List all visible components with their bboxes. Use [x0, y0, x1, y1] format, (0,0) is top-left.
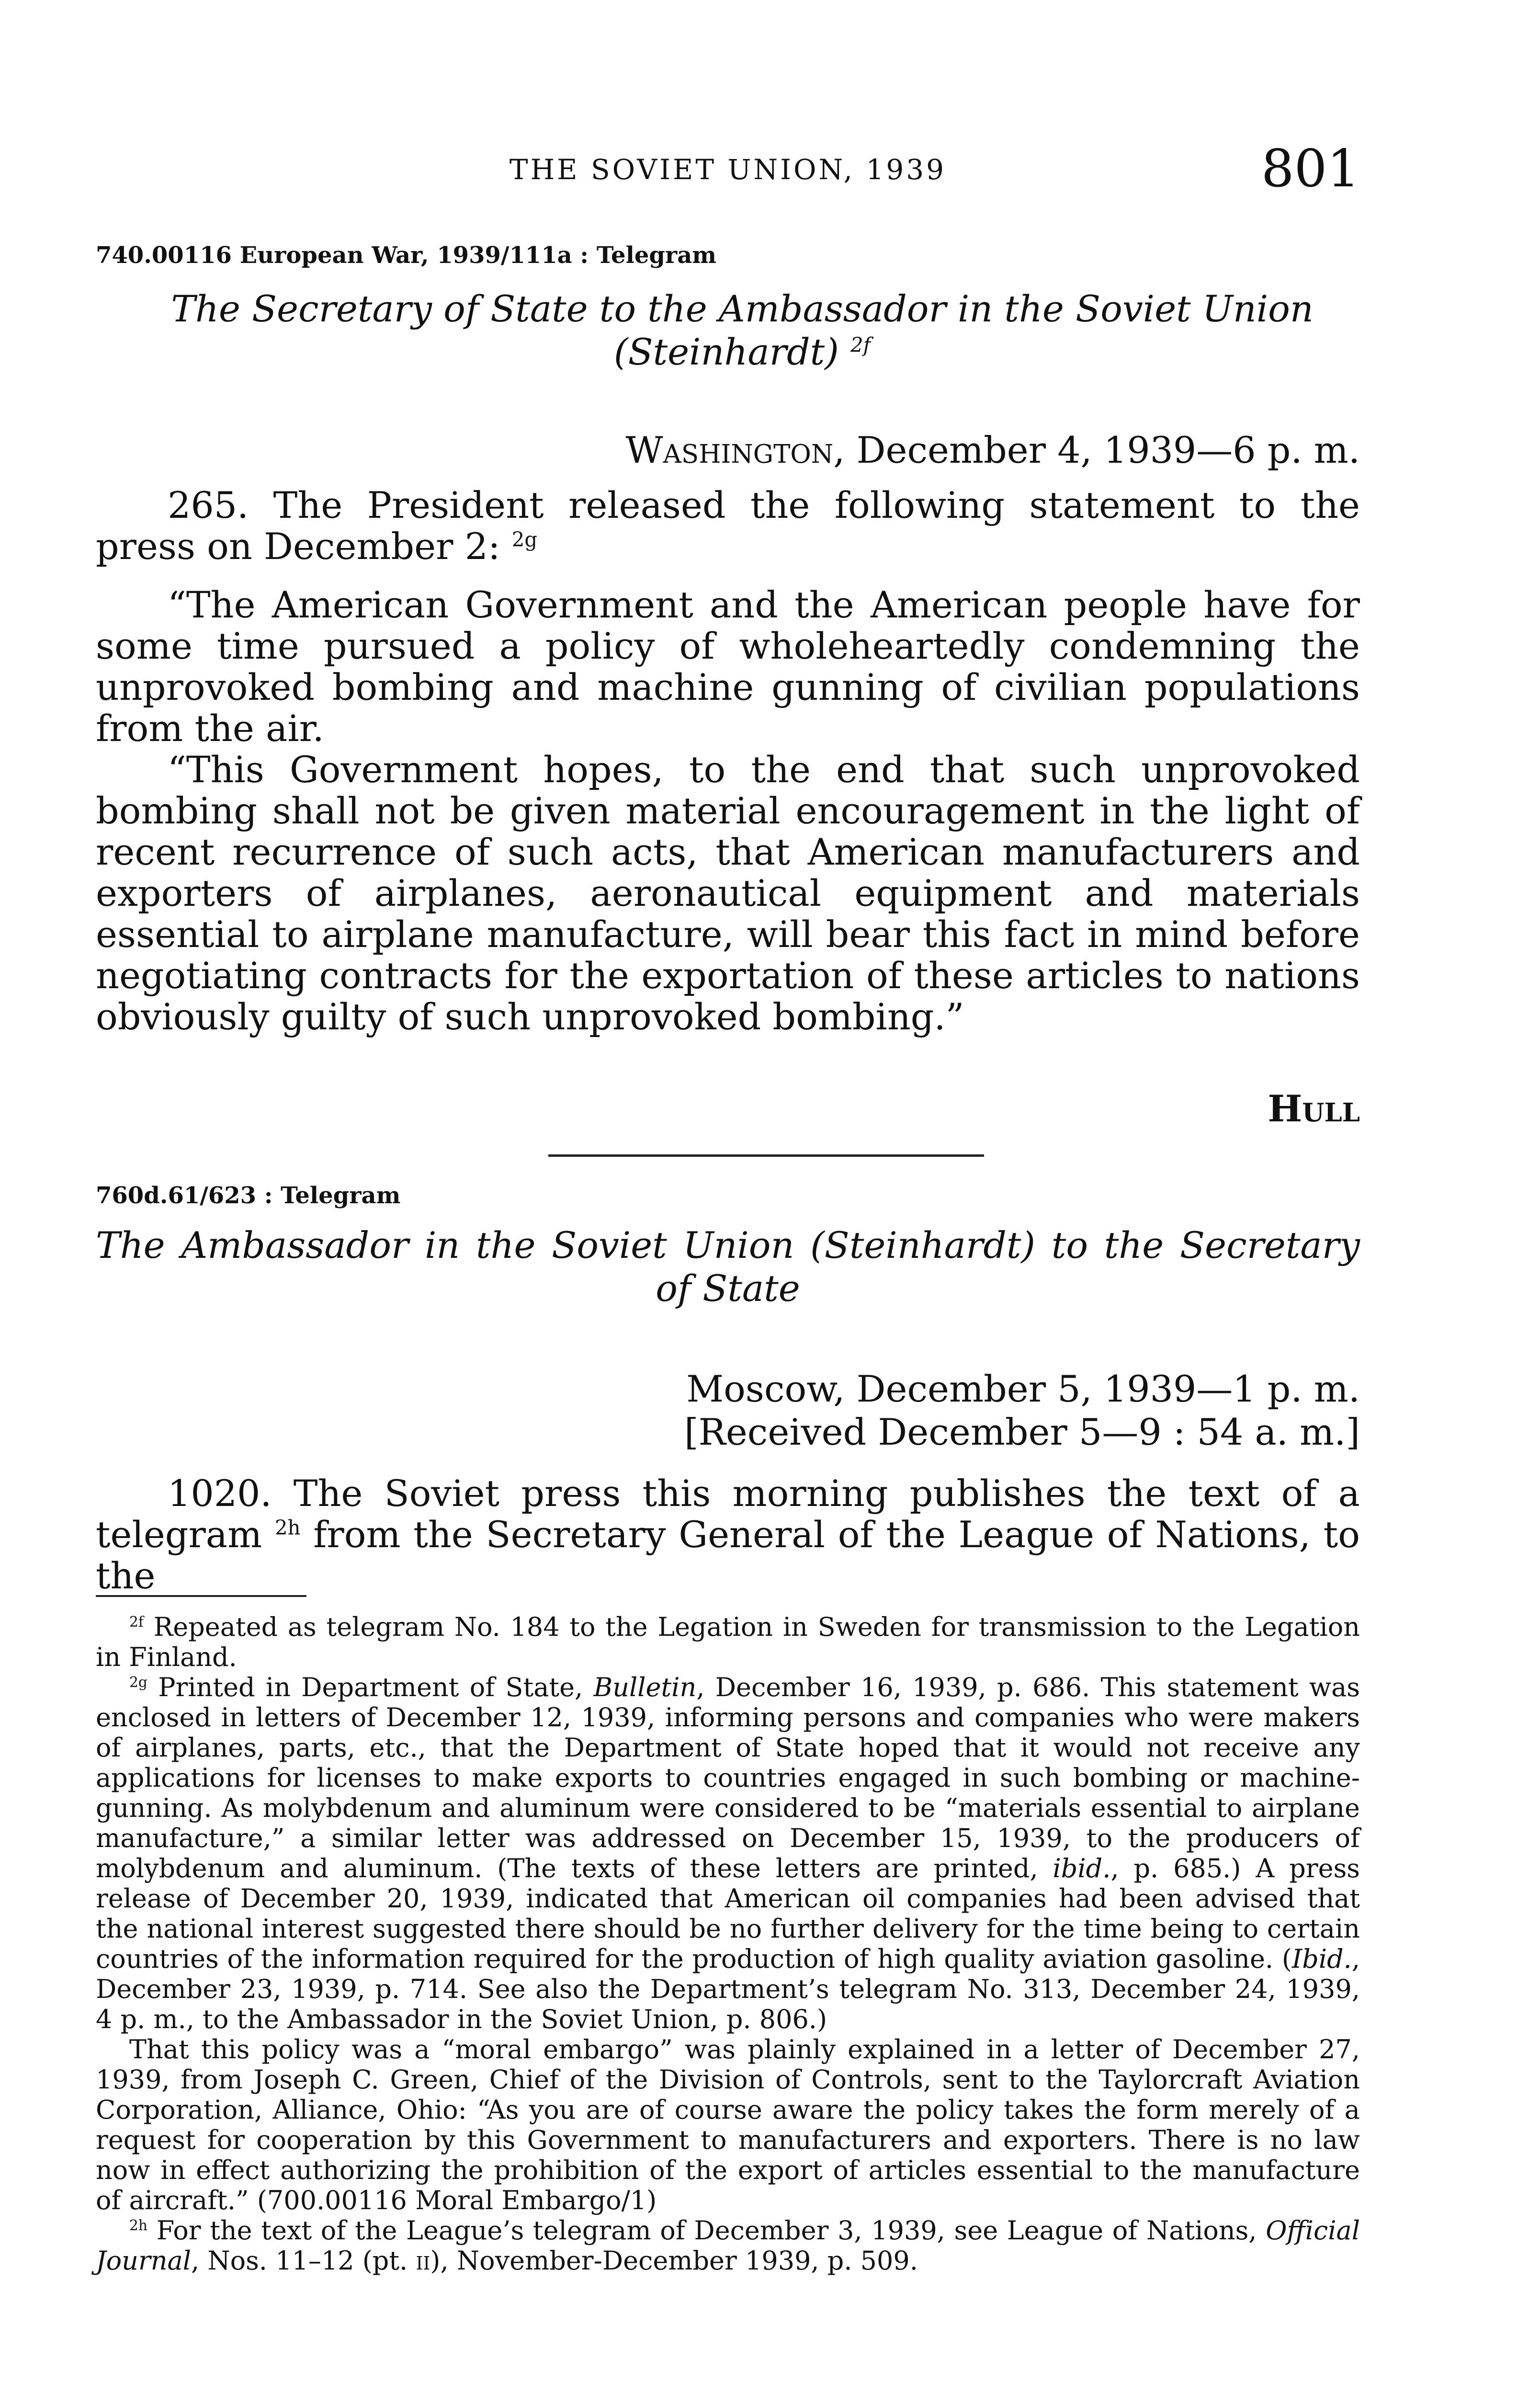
footnote-italic: Ibid. — [1291, 1944, 1352, 1974]
page-header — [96, 139, 1360, 206]
footnote-mark: 2h — [129, 2217, 148, 2234]
footnote — [96, 1672, 1360, 2034]
footnote-continuation: That this policy was a “moral embargo” was plainly explained in a letter of December 27, 1939, from Joseph C. Green, Chief of the Division of Controls, sent to the Taylorcraft Aviation Corporation, Alliance, Ohio: “As you are of course aware the policy takes the form merely of a request for cooperation by this Government to manufacturers and exporters. There is no law now in effect authorizing the prohibition of the export of articles essential to the manufacture of aircraft.” (700.00116 Moral Embargo/1) — [96, 2034, 1360, 2215]
received-line: [Received December 5—9 : 54 a. m.] — [684, 1411, 1360, 1453]
page-number: 801 — [1261, 139, 1360, 199]
footnote-ref: 2g — [511, 527, 538, 551]
footnote-text: , p. 685.) A press release of December 20, 1939, indicated that American oil companies had been advised that the national interest suggested there should be no further delivery for the time being to certain countries of the information required for the production of high quality aviation gasoline. ( — [96, 1853, 1360, 1974]
footnote-italic: ibid. — [1053, 1853, 1111, 1883]
footnote-text: , December 23, 1939, p. 714. See also the Department’s telegram No. 313, December 24, 1939, 4 p. m., to the Ambassador in the Soviet Union, p. 806.) — [96, 1944, 1360, 2034]
heading-text: (Steinhardt) — [613, 331, 839, 373]
paragraph-text: from the Secretary General of the League of Nations, to the — [96, 1513, 1360, 1597]
quote-paragraph: “The American Government and the American people have for some time pursued a policy of wholeheartedly condemning the unprovoked bombing and machine gunning of civilian populations from the air. — [96, 583, 1360, 750]
footnote-ref: 2f — [850, 333, 871, 357]
footnote-text: , December 16, 1939, p. 686. This statement was enclosed in letters of December 12, 1939, informing persons and companies who were makers of airplanes, parts, etc., that the Department of State hoped that it would not receive any applications for licenses to make exports to countries engaged in such bombing or machine-gunning. As molybdenum and aluminum were considered to be “materials essential to airplane manufacture,” a similar letter was addressed on December 15, 1939, to the producers of molybdenum and aluminum. (The texts of these letters are printed, — [96, 1672, 1360, 1883]
footnote-text: , Nos. 11–12 (pt. — [191, 2246, 416, 2276]
footnote-ref: 2h — [274, 1516, 301, 1540]
heading-line: The Secretary of State to the Ambassador in the Soviet Union — [171, 287, 1314, 330]
footnote-text: Repeated as telegram No. 184 to the Legation in Sweden for transmission to the Legation in Finland. — [96, 1612, 1360, 1672]
footnotes — [96, 1612, 1360, 2276]
file-reference-1: 740.00116 European War, 1939/111a : Telegram — [96, 242, 717, 269]
body-paragraph — [96, 485, 1360, 567]
telegram-body-1 — [96, 485, 1360, 1038]
heading-line — [125, 331, 1360, 374]
footnote-text: Printed in Department of State, — [158, 1672, 594, 1702]
body-paragraph — [96, 1473, 1360, 1597]
footnote-text: For the text of the League’s telegram of December 3, 1939, see League of Nations, — [156, 2215, 1266, 2246]
dateline-1 — [626, 429, 1360, 472]
footnote-mark: 2g — [129, 1674, 147, 1691]
footnote-italic: Official Journal — [96, 2215, 1360, 2276]
telegram-body-2 — [96, 1473, 1360, 1597]
telegram-heading-1 — [125, 287, 1360, 374]
heading-line: of State — [656, 1267, 800, 1310]
telegram-number: 1020. — [168, 1472, 272, 1515]
footnote-italic: Bulletin — [593, 1672, 697, 1702]
footnote-rule — [96, 1595, 306, 1597]
footnote-smallcaps: ii — [416, 2246, 430, 2276]
footnote — [96, 2215, 1360, 2276]
signature: Hull — [1268, 1087, 1360, 1130]
running-title: THE SOVIET UNION, 1939 — [509, 153, 947, 186]
dateline-date: , December 4, 1939—6 p. m. — [833, 429, 1360, 471]
section-separator — [548, 1154, 984, 1157]
footnote — [96, 1612, 1360, 1672]
footnote-text: ), November-December 1939, p. 509. — [430, 2246, 918, 2276]
telegram-number: 265. — [168, 484, 249, 526]
paragraph-text: The President released the following statement to the press on December 2: — [96, 484, 1360, 568]
dateline-2: Moscow, December 5, 1939—1 p. m. — [686, 1368, 1360, 1410]
dateline-place: Washington — [625, 429, 834, 471]
footnote-mark: 2f — [129, 1614, 144, 1631]
paragraph-text: The Soviet press this morning publishes the text of a telegram — [96, 1472, 1360, 1556]
file-reference-2: 760d.61/623 : Telegram — [96, 1182, 401, 1209]
telegram-heading-2 — [96, 1224, 1360, 1310]
quote-paragraph: “This Government hopes, to the end that such unprovoked bombing shall not be given material encouragement in the light of recent recurrence of such acts, that American manufacturers and exporters of airplanes, aeronautical equipment and materials essential to airplane manufacture, will bear this fact in mind before negotiating contracts for the exportation of these articles to nations obviously guilty of such unprovoked bombing.” — [96, 748, 1360, 1038]
heading-line: The Ambassador in the Soviet Union (Steinhardt) to the Secretary — [96, 1224, 1360, 1266]
